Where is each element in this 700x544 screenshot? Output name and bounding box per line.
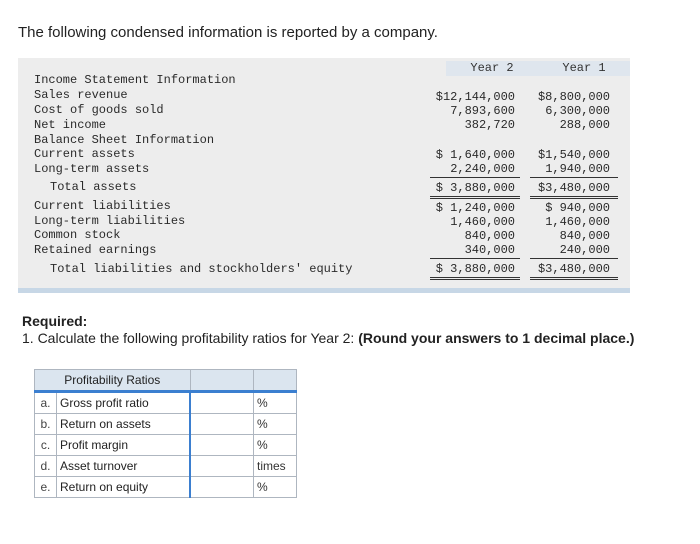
- year2-value: 840,000: [464, 229, 515, 243]
- underline: [430, 258, 520, 259]
- gross-profit-ratio-input[interactable]: [191, 393, 253, 413]
- row-letter: d.: [35, 456, 57, 477]
- underline: [530, 258, 618, 259]
- year1-value: $3,480,000: [537, 181, 610, 195]
- ratios-header: Profitability Ratios: [35, 370, 191, 392]
- year1-value: 240,000: [559, 243, 610, 257]
- year1-value: 6,300,000: [545, 104, 610, 118]
- ratio-row-return-on-assets: [35, 414, 297, 435]
- row-label: Sales revenue: [34, 88, 128, 102]
- section-income-statement: Income Statement Information: [34, 73, 236, 87]
- double-underline: [430, 196, 520, 197]
- row-label: Net income: [34, 118, 107, 132]
- year1-value: 1,460,000: [545, 215, 610, 229]
- year1-value: 840,000: [559, 229, 610, 243]
- year2-value: 1,460,000: [450, 215, 515, 229]
- year1-value: $1,540,000: [537, 148, 610, 162]
- row-label-total: Total assets: [50, 180, 137, 194]
- intro-text: The following condensed information is reported by a company.: [18, 24, 438, 41]
- answer-cell: [190, 392, 254, 414]
- row-letter: b.: [35, 414, 57, 435]
- row-label: Long-term liabilities: [34, 214, 186, 228]
- row-label-total: Total liabilities and stockholders' equity: [50, 262, 353, 276]
- row-letter: c.: [35, 435, 57, 456]
- unit: %: [254, 435, 297, 456]
- double-underline: [430, 279, 520, 280]
- profitability-ratios-table: [34, 369, 297, 498]
- year2-value: $ 3,880,000: [435, 262, 515, 276]
- year2-value: $12,144,000: [435, 90, 515, 104]
- year2-value: $ 1,240,000: [435, 201, 515, 215]
- return-on-assets-input[interactable]: [191, 414, 253, 434]
- unit: %: [254, 414, 297, 435]
- underline: [530, 177, 618, 178]
- year1-value: $ 940,000: [545, 201, 610, 215]
- row-label: Long-term assets: [34, 162, 150, 176]
- ratio-name: Asset turnover: [57, 456, 191, 477]
- row-label: Retained earnings: [34, 243, 157, 257]
- unit: %: [254, 392, 297, 414]
- row-label: Current liabilities: [34, 199, 171, 213]
- ratio-name: Gross profit ratio: [57, 392, 191, 414]
- ratio-name: Profit margin: [57, 435, 191, 456]
- year-1-header: Year 1: [538, 61, 630, 76]
- unit: times: [254, 456, 297, 477]
- year1-value: 1,940,000: [545, 162, 610, 176]
- answer-cell: [190, 435, 254, 456]
- year2-value: 7,893,600: [450, 104, 515, 118]
- ratio-row-profit-margin: [35, 435, 297, 456]
- year-2-header: Year 2: [446, 61, 538, 76]
- year1-value: $8,800,000: [537, 90, 610, 104]
- answer-cell: [190, 477, 254, 498]
- header-blank: [254, 370, 297, 392]
- return-on-equity-input[interactable]: [191, 477, 253, 497]
- row-letter: e.: [35, 477, 57, 498]
- row-label: Common stock: [34, 228, 121, 242]
- double-underline: [430, 198, 520, 199]
- year2-value: $ 1,640,000: [435, 148, 515, 162]
- answer-cell: [190, 456, 254, 477]
- row-letter: a.: [35, 392, 57, 414]
- row-label: Cost of goods sold: [34, 103, 164, 117]
- header-blank: [190, 370, 254, 392]
- instruction-text: 1. Calculate the following profitability ratios for Year 2:: [22, 330, 355, 346]
- double-underline: [530, 277, 618, 278]
- double-underline: [530, 196, 618, 197]
- year2-value: $ 3,880,000: [435, 181, 515, 195]
- instruction: [22, 330, 634, 346]
- required-label: [22, 313, 87, 329]
- year2-value: 340,000: [464, 243, 515, 257]
- asset-turnover-input[interactable]: [191, 456, 253, 476]
- double-underline: [430, 277, 520, 278]
- ratio-row-gross-profit: [35, 392, 297, 414]
- year1-value: 288,000: [559, 118, 610, 132]
- instruction-rounding: (Round your answers to 1 decimal place.): [358, 330, 635, 346]
- financial-statement-table: [18, 58, 630, 293]
- unit: %: [254, 477, 297, 498]
- year1-value: $3,480,000: [537, 262, 610, 276]
- ratio-row-return-on-equity: [35, 477, 297, 498]
- year2-value: 382,720: [464, 118, 515, 132]
- underline: [430, 177, 520, 178]
- double-underline: [530, 198, 618, 199]
- answer-cell: [190, 414, 254, 435]
- section-balance-sheet: Balance Sheet Information: [34, 133, 215, 147]
- required-heading: Required:: [22, 313, 88, 329]
- double-underline: [530, 279, 618, 280]
- row-label: Current assets: [34, 147, 135, 161]
- profit-margin-input[interactable]: [191, 435, 253, 455]
- ratio-name: Return on equity: [57, 477, 191, 498]
- ratio-name: Return on assets: [57, 414, 191, 435]
- ratio-row-asset-turnover: [35, 456, 297, 477]
- year2-value: 2,240,000: [450, 162, 515, 176]
